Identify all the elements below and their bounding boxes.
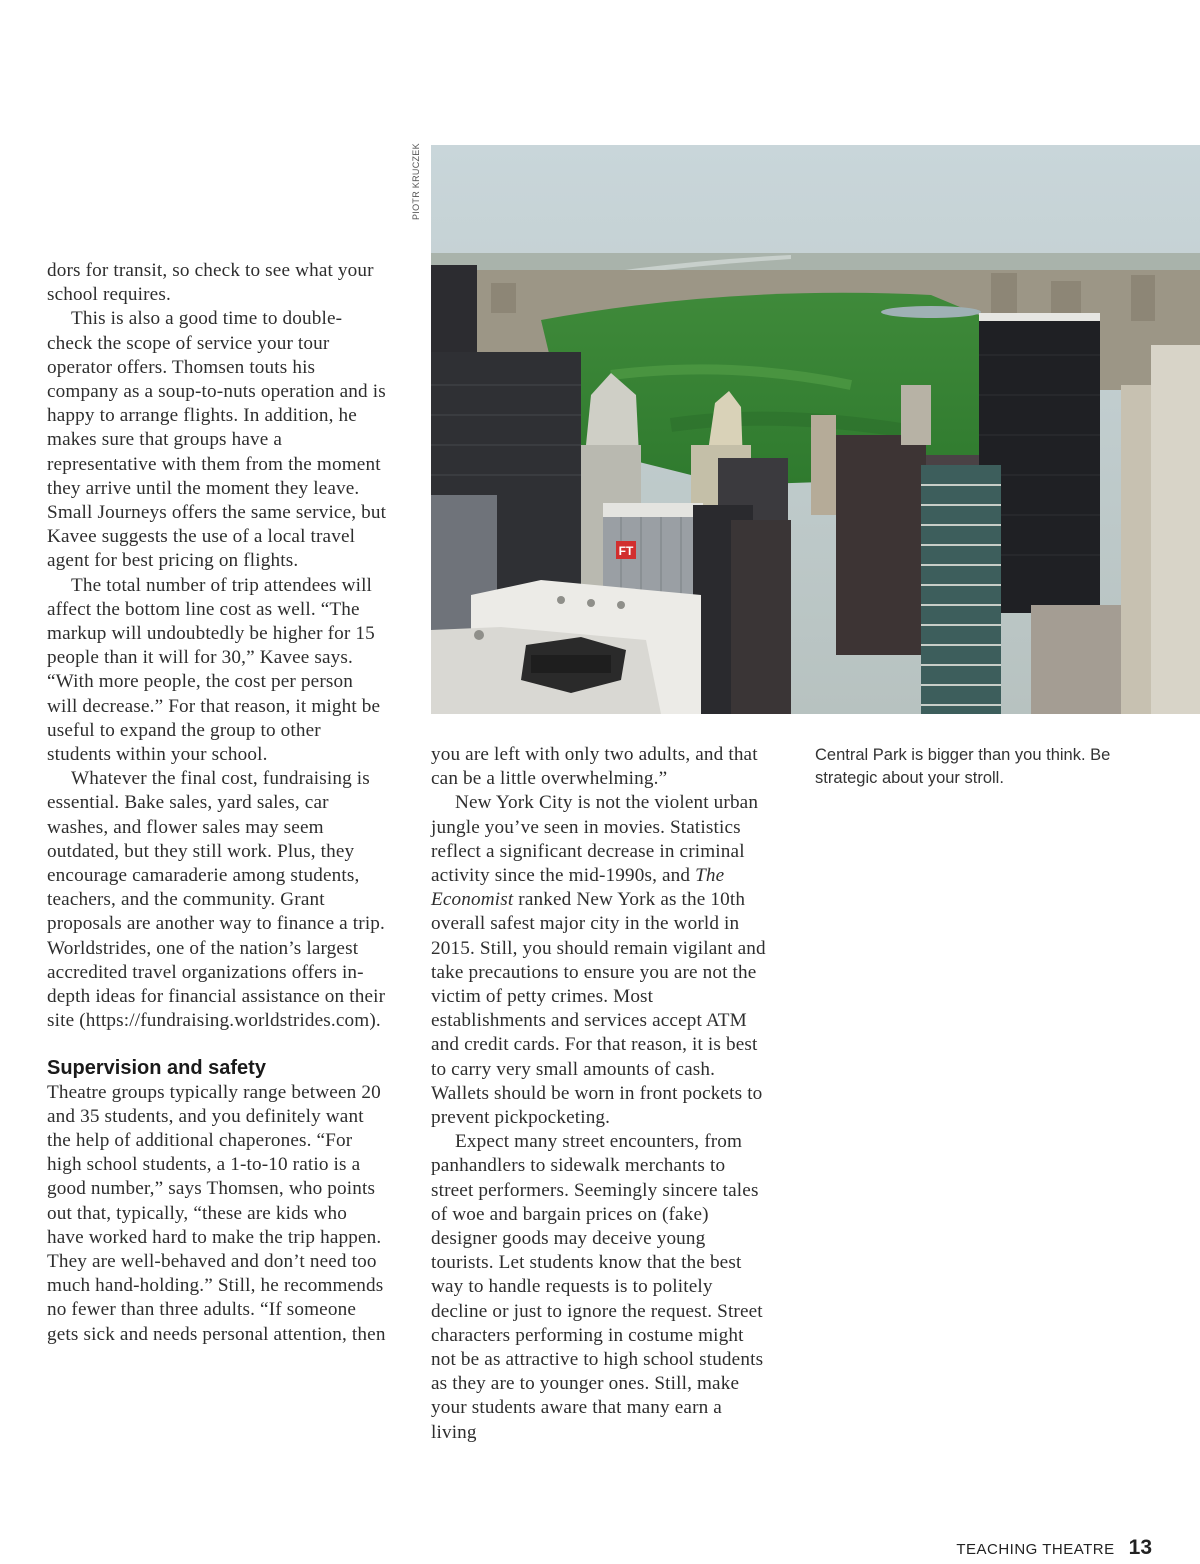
- paragraph: you are left with only two adults, and that can be a little overwhelming.”: [431, 744, 758, 790]
- paragraph-text: ranked New York as the 10th overall safest major city in the world in 2015. Still, you should remain vigilant and take precautions to ensure you are not the victim of petty crimes. Most establishments and services accept ATM and credit cards. For that reason, it is best to carry very small amounts of cash. Wallets should be worn in front pockets to prevent pickpocketing.: [431, 889, 766, 1129]
- paragraph: Whatever the final cost, fundraising is essential. Bake sales, yard sales, car washes, and flower sales may seem outdated, but they still work. Plus, they encourage camaraderie among students, teachers, and the community. Grant proposals are another way to finance a trip. Worldstrides, one of the nation’s largest accredited travel organizations offers in-depth ideas for financial assistance on their site (https://fundraising.worldstrides.com).: [47, 768, 386, 1032]
- paragraph: The total number of trip attendees will affect the bottom line cost as well. “The markup will undoubtedly be higher for 15 people than it will for 30,” Kavee says. “With more people, the cost per person will decrease.” For that reason, it might be useful to expand the group to other students within your school.: [47, 574, 381, 766]
- page-footer: [956, 1536, 1152, 1560]
- article-column-2: [431, 743, 771, 1445]
- building-sign: FT: [618, 544, 634, 558]
- paragraph: Theatre groups typically range between 20 and 35 students, and you definitely want the help of additional chaperones. “For high school students, a 1-to-10 ratio is a good number,” says Thomsen, who points out that, typically, “these are kids who have worked hard to make the trip happen. They are well-behaved and don’t need too much hand-holding.” Still, he recommends no fewer than three adults. “If someone gets sick and needs personal attention, then: [47, 1081, 386, 1345]
- publication-name: TEACHING THEATRE: [956, 1541, 1115, 1558]
- publication-title: The Economist: [431, 865, 725, 911]
- section-heading: Supervision and safety: [47, 1056, 266, 1079]
- page-number: 13: [1128, 1536, 1152, 1559]
- paragraph: [431, 791, 771, 1130]
- article-column-1: [47, 259, 387, 1347]
- central-park-photo: [431, 145, 1200, 714]
- paragraph: dors for transit, so check to see what your school requires.: [47, 260, 374, 306]
- paragraph: Expect many street encounters, from panhandlers to sidewalk merchants to street performers. Seemingly sincere tales of woe and bargain prices on (fake) designer goods may deceive young tourists. Let students know that the best way to handle requests is to politely decline or just to ignore the request. Street characters performing in costume might not be as attractive to high school students as they are to younger ones. Still, make your students aware that many earn a living: [431, 1131, 764, 1443]
- paragraph: This is also a good time to double-check the scope of service your tour operator offers. Thomsen touts his company as a soup-to-nuts operation and is happy to arrange flights. In addition, he makes sure that groups have a representative with them from the moment they arrive until the moment they leave. Small Journeys offers the same service, but Kavee suggests the use of a local travel agent for best pricing on flights.: [47, 308, 387, 572]
- photo-caption: Central Park is bigger than you think. Be strategic about your stroll.: [815, 746, 1111, 787]
- photo-credit: PIOTR KRUCZEK: [411, 143, 421, 220]
- paragraph-text: New York City is not the violent urban jungle you’ve seen in movies. Statistics reflect a significant decrease in criminal activity since the mid-1990s, and: [431, 792, 759, 887]
